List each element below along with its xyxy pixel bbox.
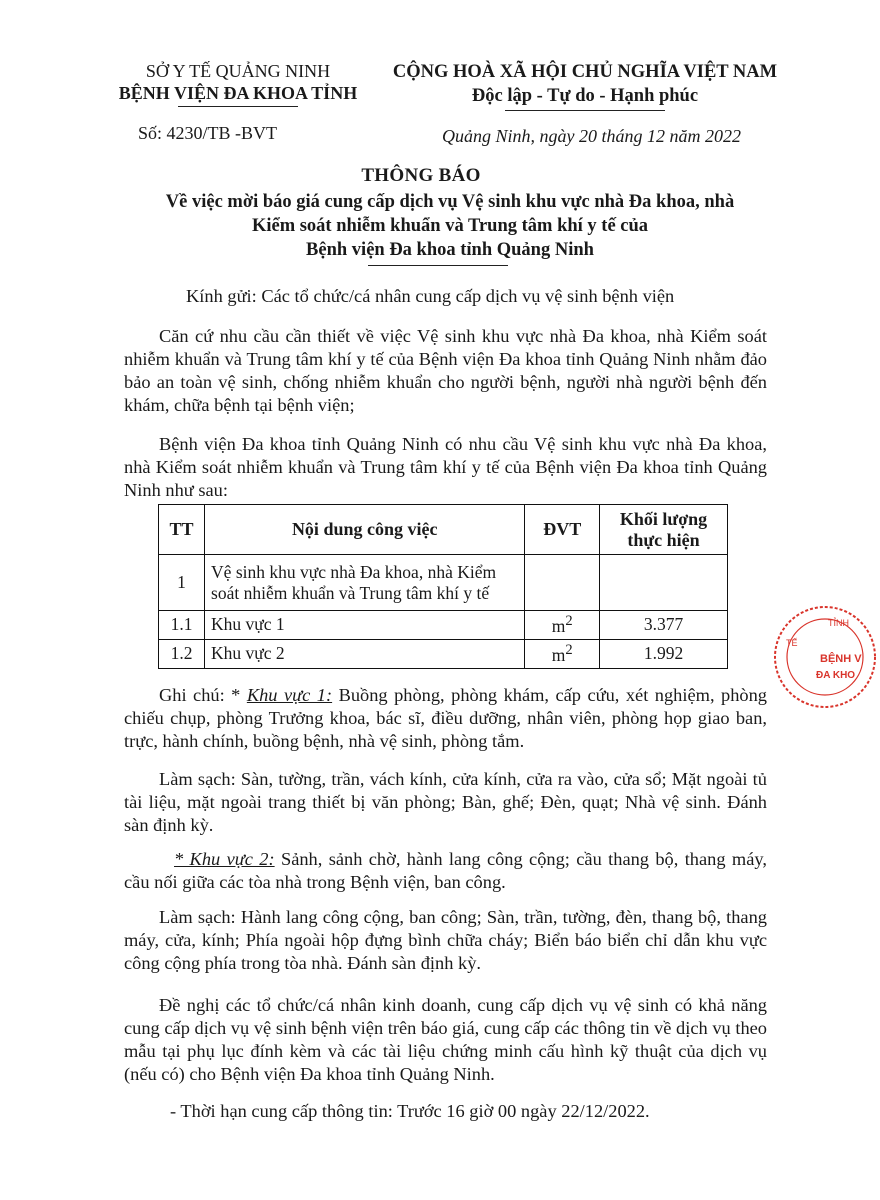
ministry-name: SỞ Y TẾ QUẢNG NINH <box>145 61 331 81</box>
hospital-name: BỆNH VIỆN ĐA KHOA TỈNH <box>118 83 358 103</box>
row-content: Vệ sinh khu vực nhà Đa khoa, nhà Kiểm soát nhiễm khuẩn và Trung tâm khí y tế <box>205 555 525 611</box>
document-number: Số: 4230/TB -BVT <box>138 123 278 143</box>
area1-label: Khu vực 1: <box>246 685 333 705</box>
table-row <box>159 639 728 668</box>
issuer-block <box>88 60 388 104</box>
area2-label: * Khu vực 2: <box>174 849 275 869</box>
deadline: - Thời hạn cung cấp thông tin: Trước 16 giờ 00 ngày 22/12/2022. <box>170 1101 650 1121</box>
subject-line-1: Về việc mời báo giá cung cấp dịch vụ Vệ sinh khu vực nhà Đa khoa, nhà <box>165 192 735 212</box>
header-content: Nội dung công việc <box>205 505 525 555</box>
note-area-2 <box>124 848 767 894</box>
stamp-text-2: ĐA KHO <box>816 670 856 681</box>
note-prefix: Ghi chú: * <box>159 685 247 705</box>
row-unit <box>525 611 600 640</box>
area1-cleaning: Làm sạch: Sàn, tường, trần, vách kính, cửa kính, cửa ra vào, cửa sổ; Mặt ngoài tủ tài liệu, mặt ngoài trang thiết bị văn phòng; Bàn, ghế; Đèn, quạt; Nhà vệ sinh. Đánh sàn định kỳ. <box>124 769 767 835</box>
row-tt: 1 <box>159 555 205 611</box>
area2-cleaning: Làm sạch: Hành lang công cộng, ban công; Sàn, trần, tường, đèn, thang bộ, thang máy, cửa, kính; Phía ngoài hộp đựng bình chữa cháy; Biển báo biển chỉ dẫn khu vực công cộng phía trong tòa nhà. Đánh sàn định kỳ. <box>124 907 767 973</box>
area1-text: Buồng phòng, phòng khám, cấp cứu, xét nghiệm, phòng chiếu chụp, phòng Trưởng khoa, bác sĩ, điều dưỡng, nhân viên, phòng họp giao ban, trực, hành chính, buồng bệnh, nhà vệ sinh, phòng tắm. <box>124 685 767 751</box>
need-paragraph: Bệnh viện Đa khoa tỉnh Quảng Ninh có nhu cầu Vệ sinh khu vực nhà Đa khoa, nhà Kiểm soát nhiễm khuẩn và Trung tâm khí y tế của Bệnh viện Đa khoa tỉnh Quảng Ninh như sau: <box>124 434 767 500</box>
header-volume: Khối lượng thực hiện <box>600 505 728 555</box>
stamp-text-4: TẾ <box>786 638 798 648</box>
subject-underline <box>368 265 508 266</box>
row-tt: 1.2 <box>159 639 205 668</box>
row-unit <box>525 639 600 668</box>
request-paragraph: Đề nghị các tổ chức/cá nhân kinh doanh, cung cấp dịch vụ vệ sinh có khả năng cung cấp dịch vụ vệ sinh bệnh viện trên báo giá, cung cấp các thông tin về dịch vụ theo mẫu tại phụ lục đính kèm và các tài liệu chứng minh cấu hình kỹ thuật của dịch vụ (nếu có) cho Bệnh viện Đa khoa tỉnh Quảng Ninh. <box>124 995 767 1084</box>
unit-sup: 2 <box>565 613 573 629</box>
table-row <box>159 555 728 611</box>
motto-underline <box>505 110 665 111</box>
unit-base: m <box>551 615 566 636</box>
subject-line-2: Kiểm soát nhiễm khuẩn và Trung tâm khí y tế của <box>251 216 649 236</box>
stamp-text-3: TỈNH <box>828 618 849 628</box>
subject-line-3: Bệnh viện Đa khoa tỉnh Quảng Ninh <box>306 240 594 260</box>
hospital-stamp <box>770 602 880 712</box>
header-unit: ĐVT <box>525 505 600 555</box>
document-title: THÔNG BÁO <box>361 165 481 186</box>
area2-text: Sảnh, sảnh chờ, hành lang công cộng; cầu thang bộ, thang máy, cầu nối giữa các tòa nhà trong Bệnh viện, ban công. <box>124 849 767 892</box>
national-header <box>385 60 785 108</box>
issuer-underline <box>178 106 298 107</box>
row-volume: 1.992 <box>600 639 728 668</box>
row-content: Khu vực 2 <box>205 639 525 668</box>
basis-paragraph: Căn cứ nhu cầu cần thiết về việc Vệ sinh khu vực nhà Đa khoa, nhà Kiểm soát nhiễm khuẩn và Trung tâm khí y tế của Bệnh viện Đa khoa tỉnh Quảng Ninh nhằm đảo bảo an toàn vệ sinh, chống nhiễm khuẩn cho người bệnh, người nhà người bệnh đến khám, chữa bệnh tại bệnh viện; <box>124 326 767 415</box>
place-date: Quảng Ninh, ngày 20 tháng 12 năm 2022 <box>442 126 741 146</box>
motto: Độc lập - Tự do - Hạnh phúc <box>471 86 699 106</box>
addressee: Kính gửi: Các tổ chức/cá nhân cung cấp dịch vụ vệ sinh bệnh viện <box>186 286 675 306</box>
table-header-row <box>159 505 728 555</box>
stamp-text-1: BỆNH V <box>820 653 862 665</box>
row-tt: 1.1 <box>159 611 205 640</box>
country-name: CỘNG HOÀ XÃ HỘI CHỦ NGHĨA VIỆT NAM <box>392 62 778 82</box>
unit-sup: 2 <box>565 641 573 658</box>
row-volume <box>600 555 728 611</box>
row-content: Khu vực 1 <box>205 611 525 640</box>
header-tt: TT <box>159 505 205 555</box>
note-area-1 <box>124 684 767 753</box>
document-subject <box>150 190 750 262</box>
table-row <box>159 611 728 640</box>
row-volume: 3.377 <box>600 611 728 640</box>
unit-base: m <box>551 644 566 665</box>
work-table <box>158 504 728 669</box>
row-unit <box>525 555 600 611</box>
